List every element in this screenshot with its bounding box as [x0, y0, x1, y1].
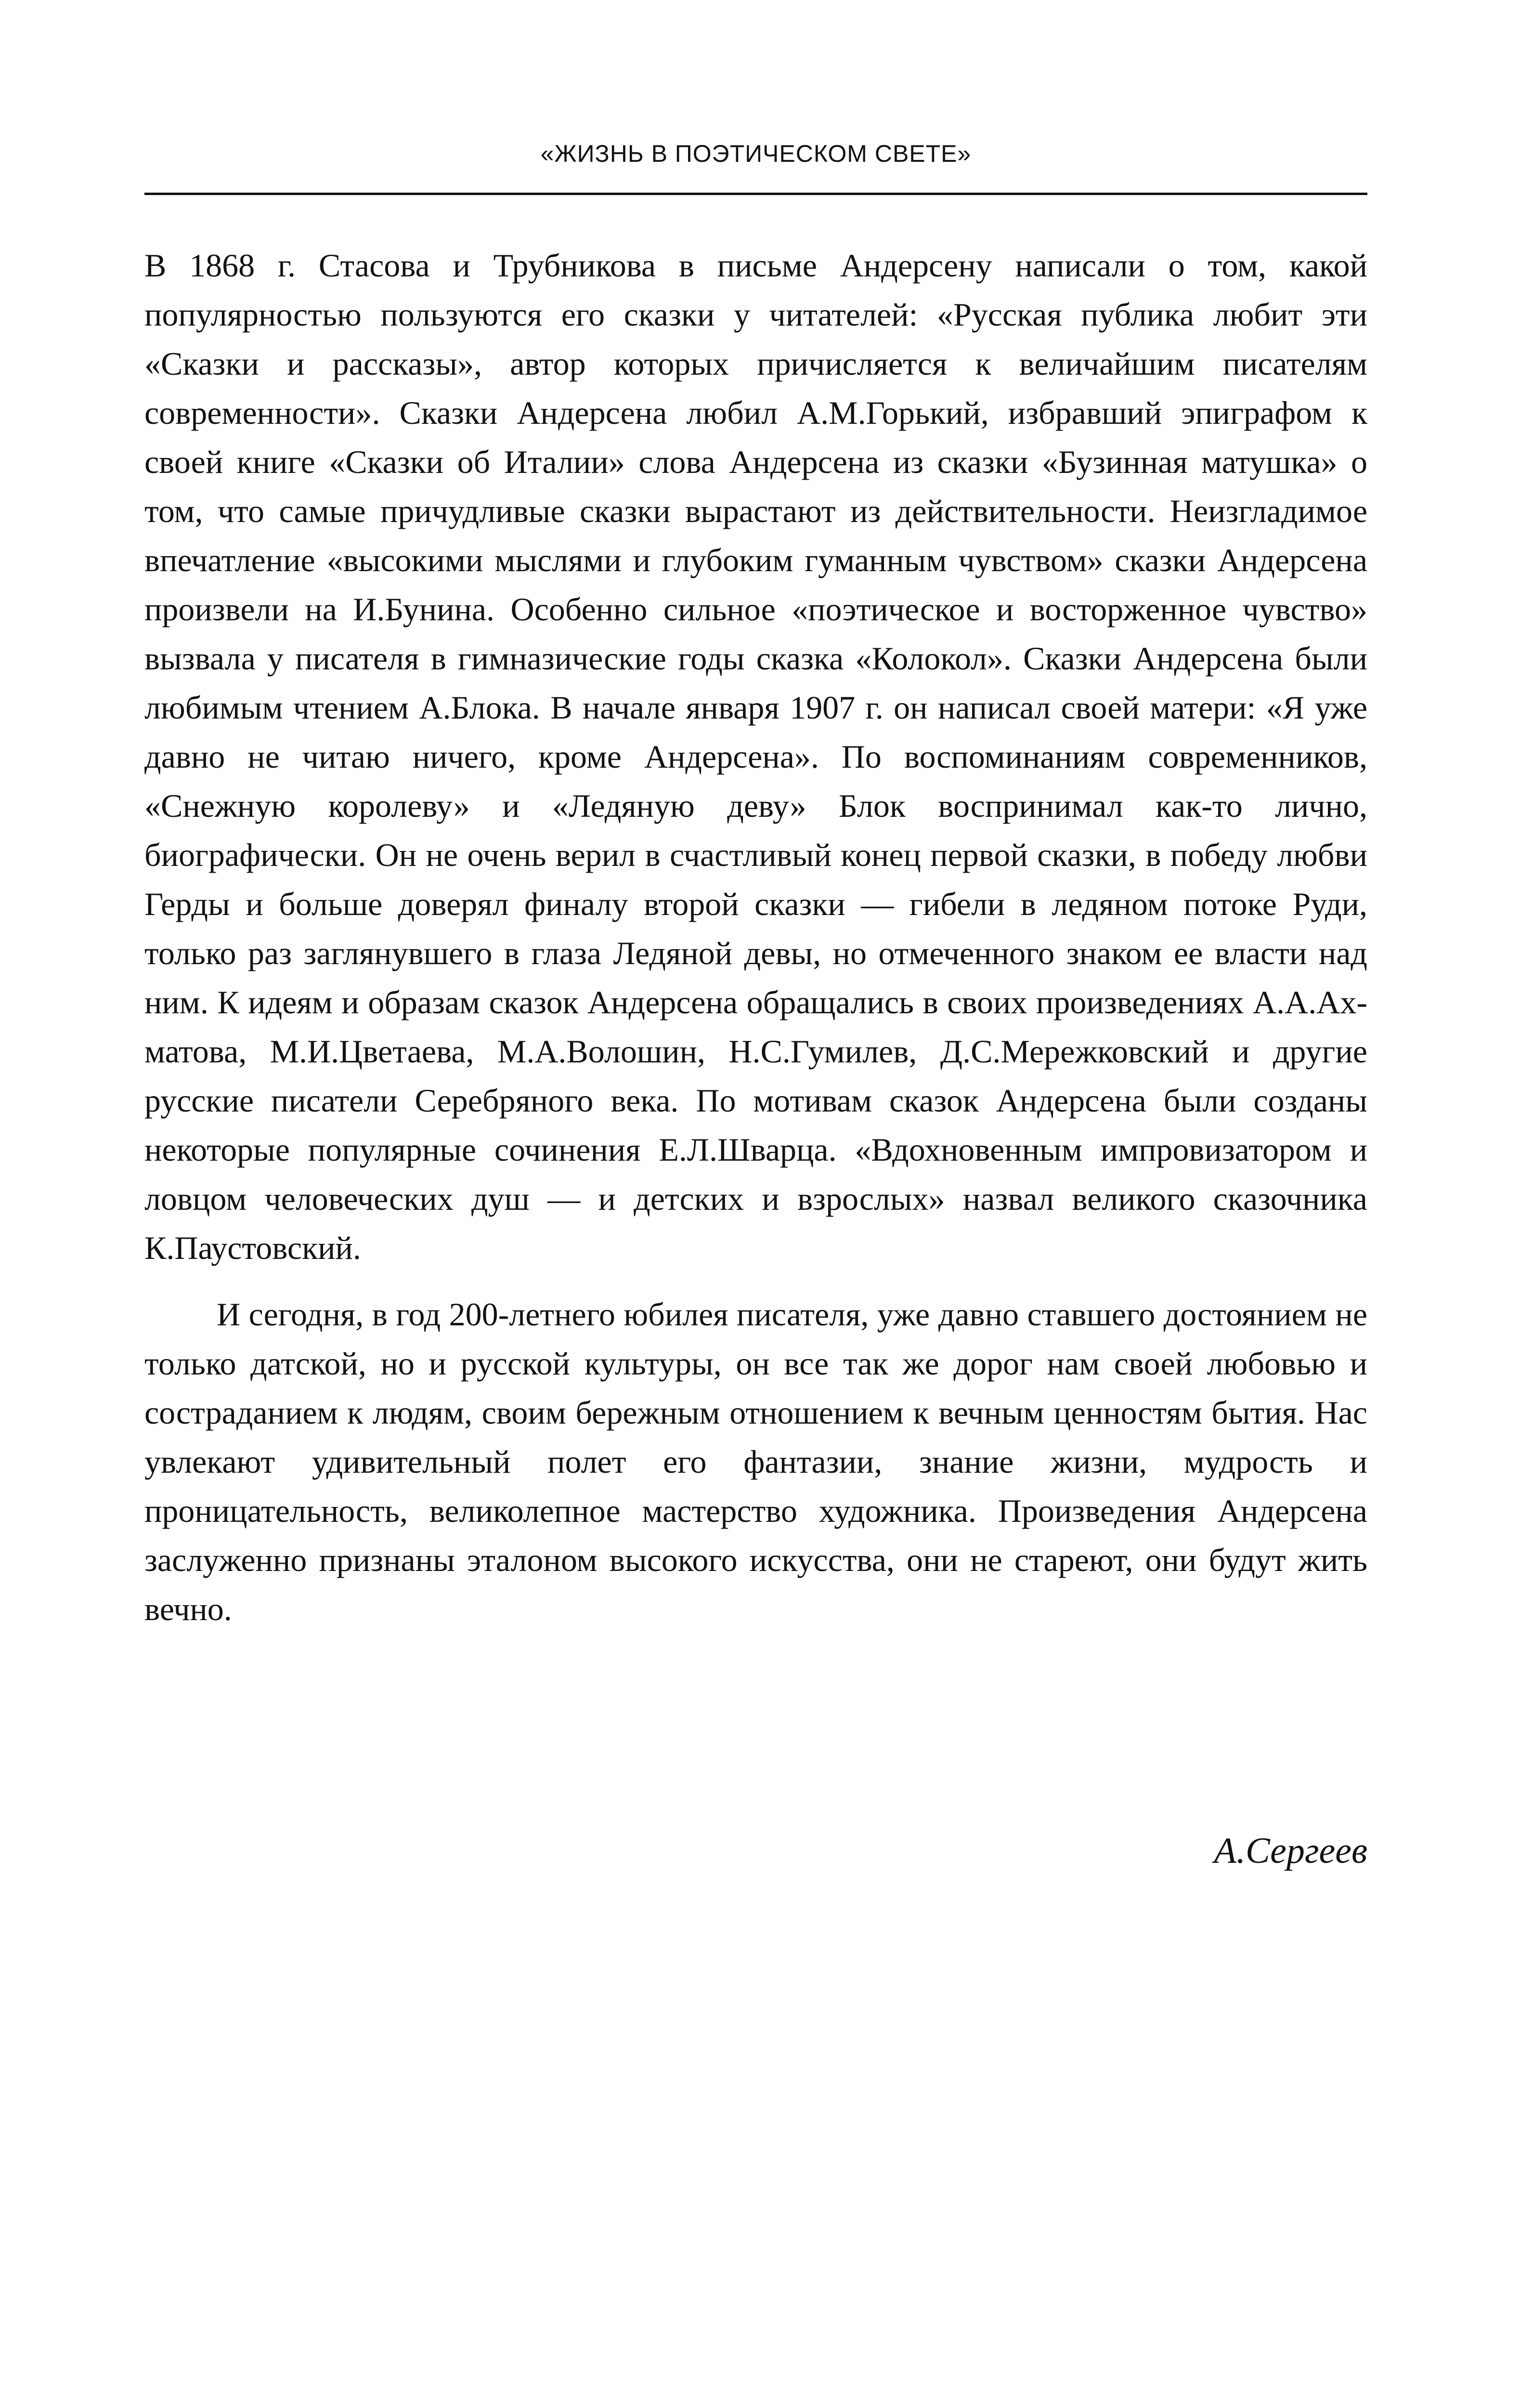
author-signature: А.Сергеев — [1214, 1831, 1367, 1871]
paragraph-2: И сегодня, в год 200-летнего юбилея писателя, уже давно ставшего достоянием не только датской, но и русской культуры, он все так же дорог нам своей любовью и состраданием к людям, своим бережным отношением к вечным ценностям бытия. Нас увлекают удивительный полет его фантазии, знание жизни, мудрость и проницательность, великолепное мастерство художника. Произведения Андерсена заслуженно признаны эталоном высокого искусства, они не стареют, они будут жить вечно. — [144, 1296, 1367, 1627]
header-rule-divider — [144, 193, 1367, 195]
paragraph-1: В 1868 г. Стасова и Трубникова в письме Андерсену написали о том, какой популярностью пользуются его сказки у читателей: «Русская публика любит эти «Сказки и рассказы», автор которых причисляется к величайшим писателям современности». Сказки Андерсена любил А.М.Горький, избравший эпиграфом к своей книге «Сказки об Италии» слова Андерсена из сказки «Бузинная матушка» о том, что самые причудливые сказки вырастают из действительности. Неизгладимое впечатление «высокими мыслями и глубоким гуманным чувством» сказки Андерсена произвели на И.Бунина. Особенно сильное «поэтическое и восторженное чувство» вызвала у писателя в гимназические годы сказка «Колокол». Сказки Андерсена были любимым чтением А.Блока. В начале января 1907 г. он написал своей матери: «Я уже давно не читаю ничего, кроме Андерсена». По воспоминаниям современников, «Снежную королеву» и «Ледяную деву» Блок воспринимал как-то лично, биографически. Он не очень верил в счастливый конец первой сказки, в победу любви Герды и больше доверял финалу второй сказки — гибели в ледяном потоке Руди, только раз заглянувшего в глаза Ледяной девы, но отмеченного знаком ее власти над ним. К идеям и образам сказок Андерсена обращались в своих произведениях А.А.Ахматова, М.И.Цветаева, М.А.Волошин, Н.С.Гумилев, Д.С.Мережковский и другие русские писатели Серебряного века. По мотивам сказок Андерсена были созданы некоторые популярные сочинения Е.Л.Шварца. «Вдохновенным импровизатором и ловцом человеческих душ — и детских и взрослых» назвал великого сказочника К.Паустовский. — [144, 247, 1367, 1266]
body-text — [144, 241, 1367, 1634]
running-title: «ЖИЗНЬ В ПОЭТИЧЕСКОМ СВЕТЕ» — [540, 140, 972, 167]
